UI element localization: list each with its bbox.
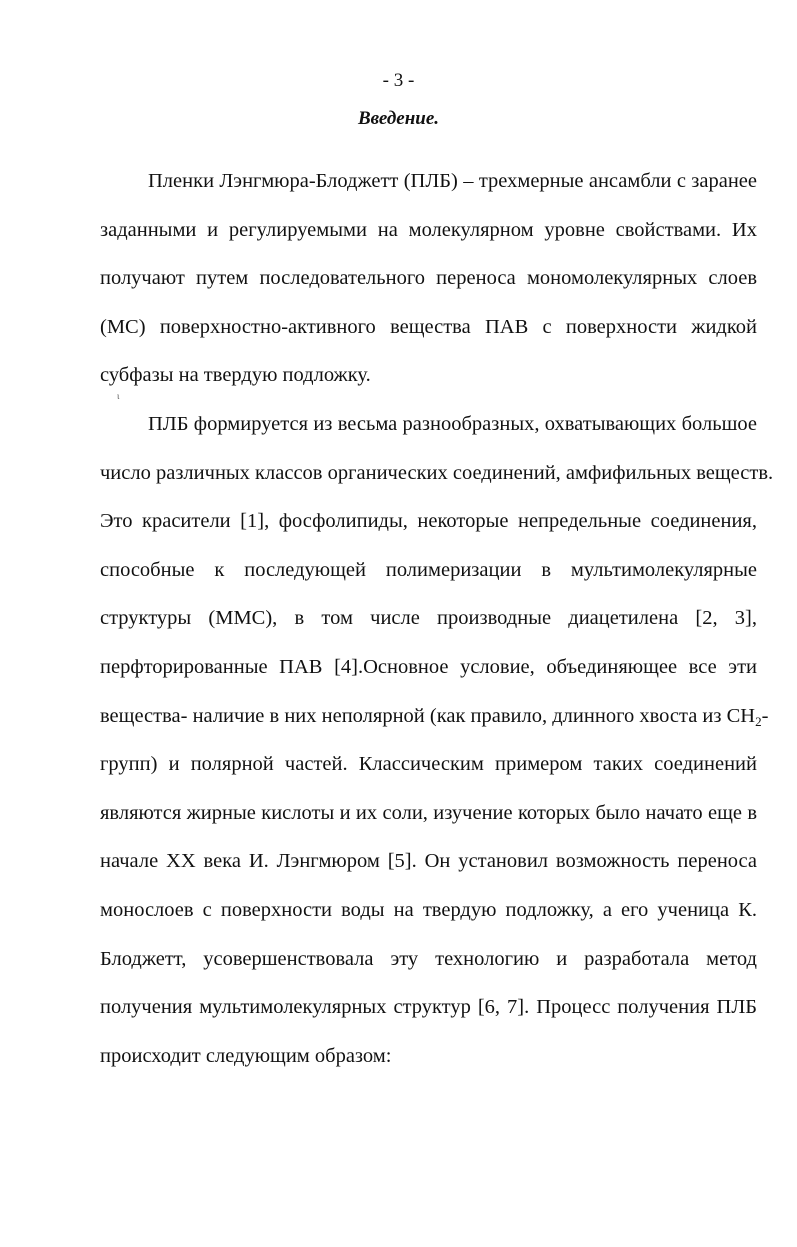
paragraph-line-with-subscript [100, 700, 769, 749]
paragraph-line: происходит следующим образом: [100, 1044, 392, 1067]
paragraph-line: получения мультимолекулярных структур [6, 7]. Процесс получения ПЛБ [100, 996, 757, 1019]
paragraph-line: групп) и полярной частей. Классическим примером таких соединений [100, 753, 757, 776]
page-number: - 3 - [382, 70, 415, 91]
paragraph-line: субфазы на твердую подложку. [100, 364, 371, 387]
section-heading: Введение. [357, 108, 440, 129]
line-suffix: - [761, 704, 769, 727]
paragraph-line: Блоджетт, усовершенствовала эту технологию и разработала метод [100, 947, 757, 970]
body-text [100, 165, 774, 1088]
paragraph-line: число различных классов органических соединений, амфифильных веществ. [100, 461, 774, 484]
paragraph-line: перфторированные ПАВ [4].Основное условие, объединяющее все эти [100, 655, 757, 678]
paragraph-line: монослоев с поверхности воды на твердую подложку, а его ученица К. [100, 898, 757, 921]
paragraph-line: начале XX века И. Лэнгмюром [5]. Он установил возможность переноса [100, 850, 757, 873]
paragraph-line: Это красители [1], фосфолипиды, некоторые непредельные соединения, [100, 510, 757, 533]
paragraph-line: получают путем последовательного переноса мономолекулярных слоев [100, 267, 757, 290]
paragraph-line: заданными и регулируемыми на молекулярном уровне свойствами. Их [100, 218, 757, 241]
scan-artifact-mark: ι [117, 391, 120, 401]
subscript: 2 [755, 713, 762, 729]
paragraph-line: являются жирные кислоты и их соли, изучение которых было начато еще в [100, 801, 757, 824]
paragraph-line: Пленки Лэнгмюра-Блоджетт (ПЛБ) – трехмерные ансамбли с заранее [148, 170, 757, 192]
paragraph-line: структуры (ММС), в том числе производные диацетилена [2, 3], [100, 607, 757, 630]
paragraph-line: (МС) поверхностно-активного вещества ПАВ с поверхности жидкой [100, 315, 757, 338]
paragraph-line: способные к последующей полимеризации в мультимолекулярные [100, 558, 757, 581]
paragraph-line: ПЛБ формируется из весьма разнообразных, охватывающих большое [148, 412, 757, 435]
line-text: вещества- наличие в них неполярной (как правило, длинного хвоста из CH [100, 704, 756, 727]
